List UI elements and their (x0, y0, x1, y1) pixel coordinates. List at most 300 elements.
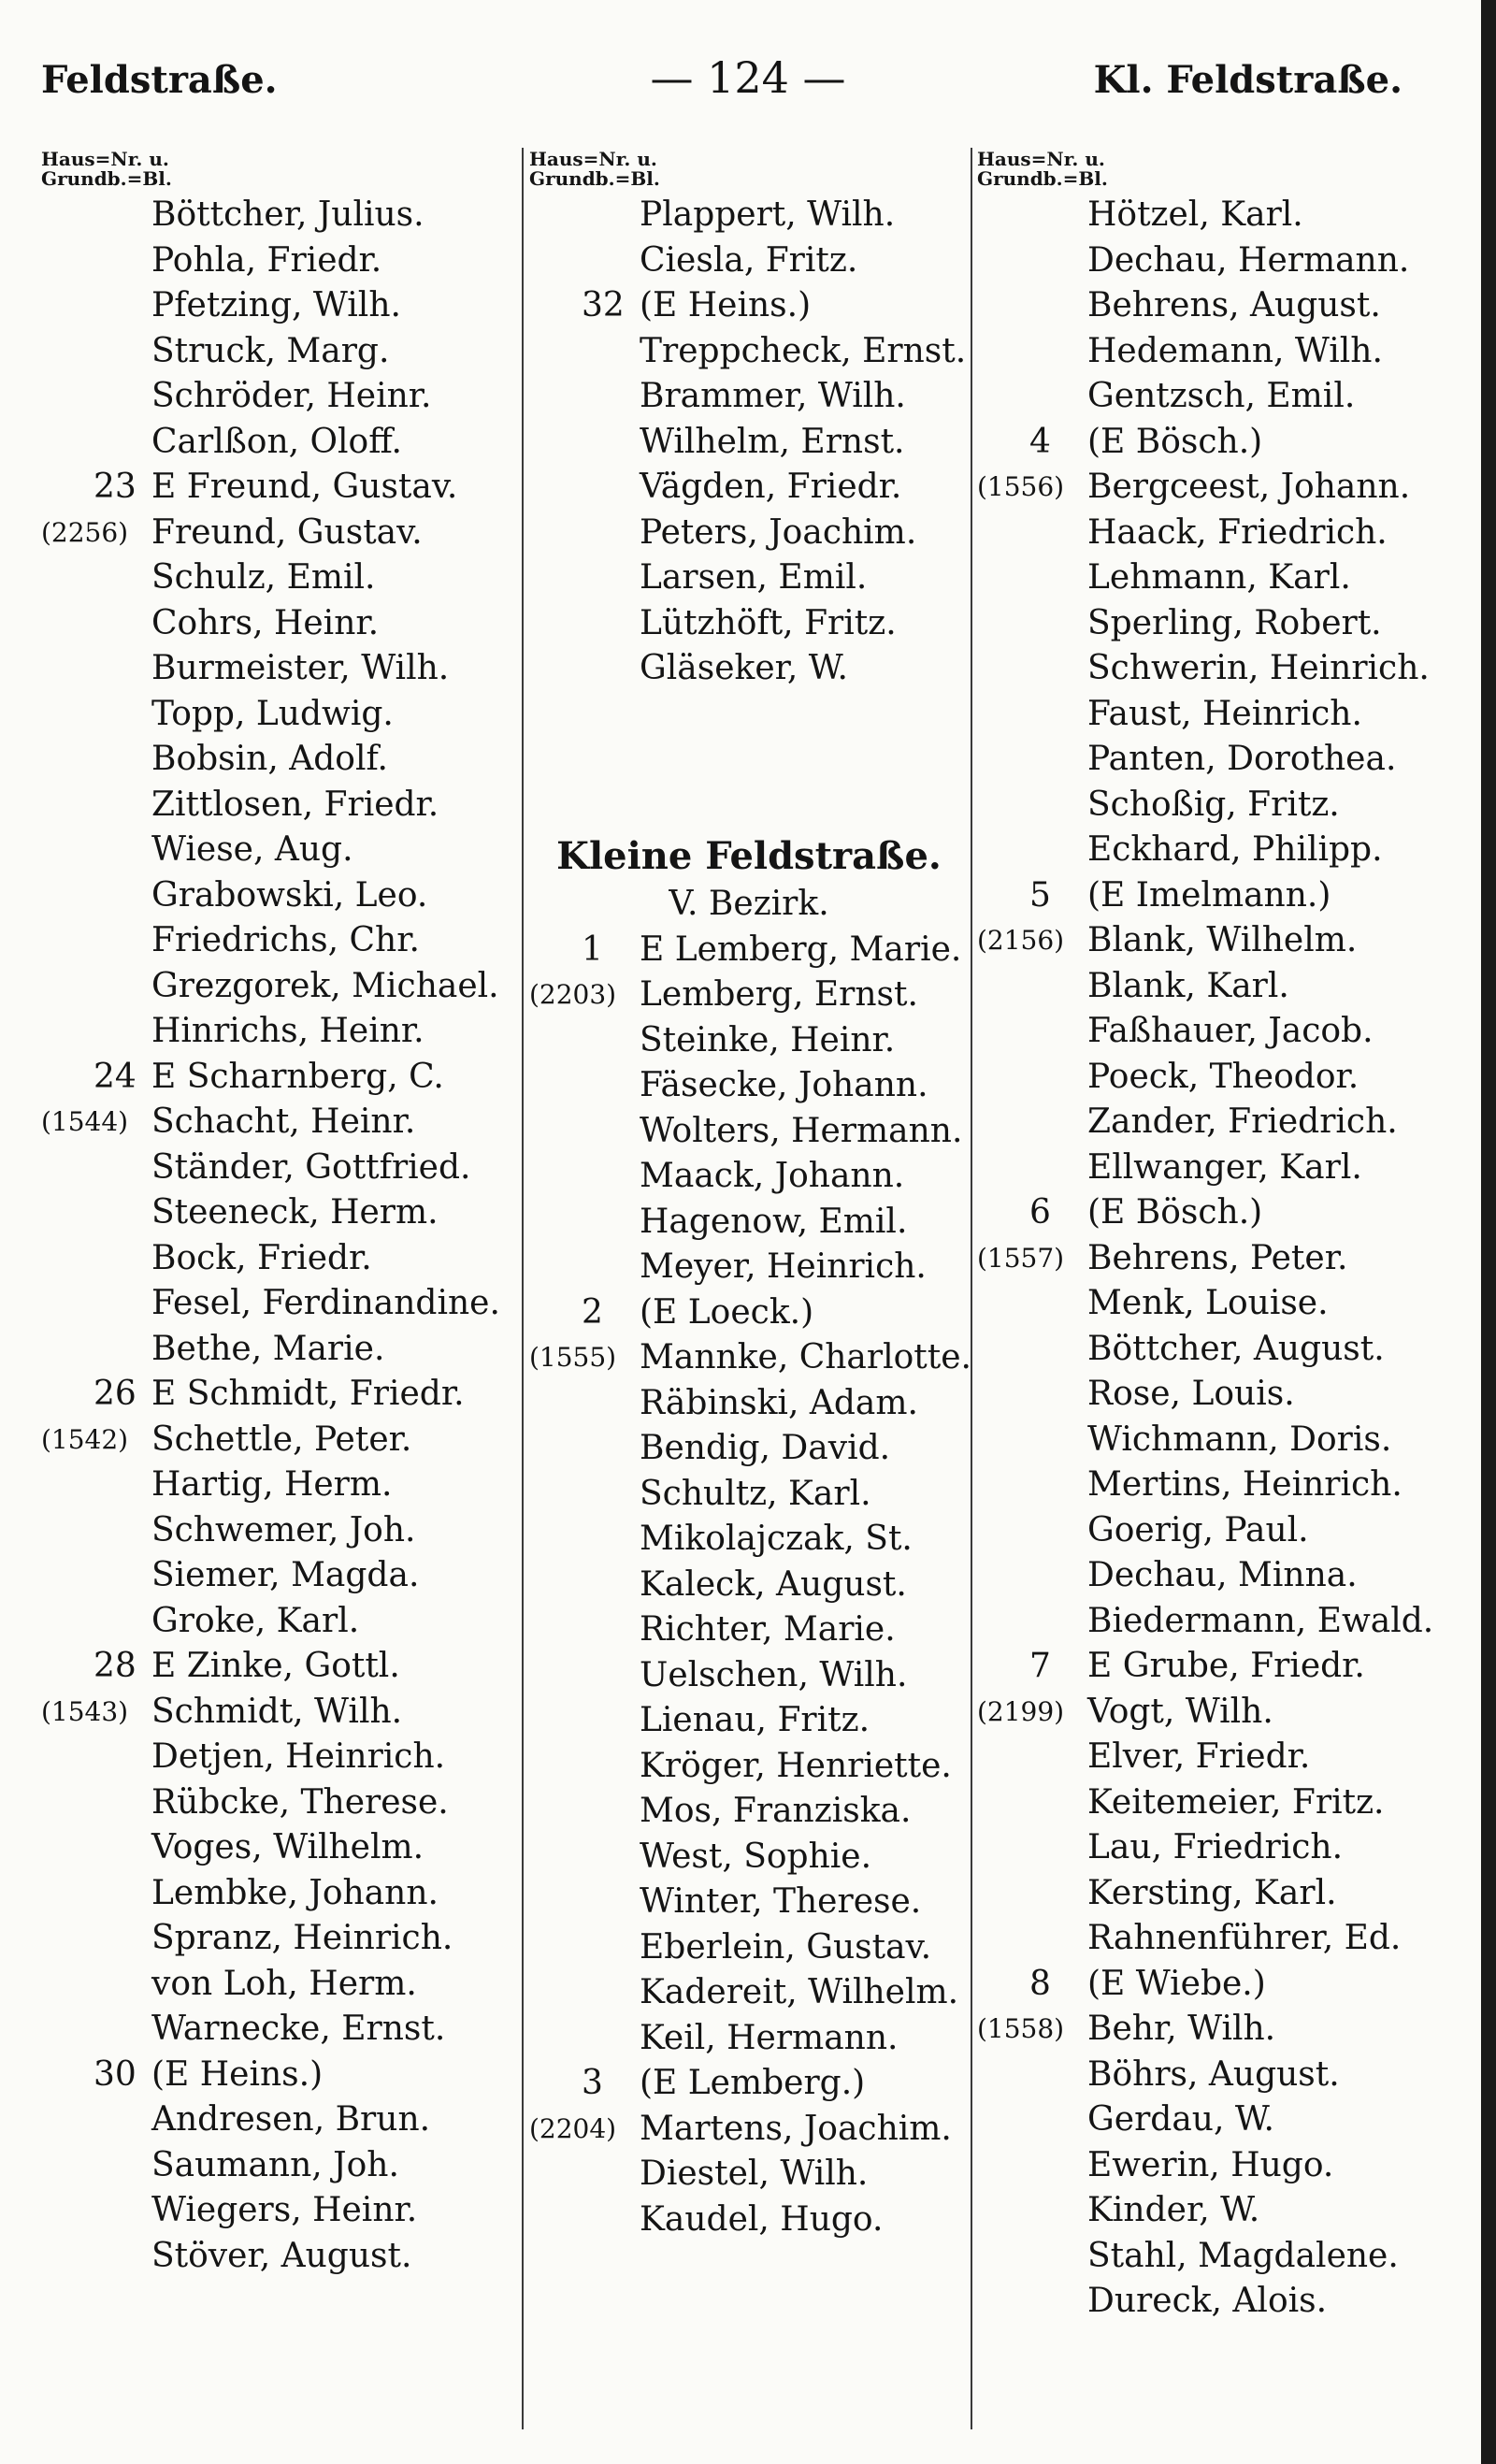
directory-entry (41, 1190, 481, 1236)
house-number: 32 (582, 286, 625, 324)
directory-entry (529, 2197, 969, 2243)
directory-entry (529, 1698, 969, 1744)
running-header-left: Feldstraße. (41, 58, 278, 102)
column-divider (971, 148, 972, 2429)
resident-name: Wichmann, Doris. (1087, 1419, 1392, 1459)
resident-name: Wiegers, Heinr. (151, 2191, 418, 2229)
resident-name: Blank, Wilhelm. (1087, 921, 1358, 959)
directory-entry (41, 918, 481, 964)
resident-name: Lemberg, Ernst. (640, 975, 918, 1014)
directory-entry (977, 283, 1417, 329)
directory-column-1 (41, 148, 500, 2279)
resident-name: Bock, Friedr. (151, 1238, 372, 1277)
directory-entry (41, 828, 481, 873)
directory-entry (977, 783, 1417, 829)
resident-name: Struck, Marg. (151, 331, 390, 370)
directory-entry (529, 1245, 969, 1290)
directory-entry (977, 918, 1417, 964)
resident-name: E Zinke, Gottl. (151, 1647, 400, 1685)
resident-name: Lienau, Fritz. (640, 1701, 870, 1739)
resident-name: Biedermann, Ewald. (1087, 1601, 1434, 1640)
resident-name: Siemer, Magda. (151, 1556, 420, 1594)
resident-name: Zittlosen, Friedr. (151, 785, 439, 824)
house-number: 23 (94, 468, 137, 506)
resident-name: Kaudel, Hugo. (640, 2199, 884, 2239)
directory-entry (529, 555, 969, 601)
resident-name: Richter, Marie. (640, 1610, 896, 1649)
resident-name: E Schmidt, Friedr. (151, 1375, 465, 1413)
directory-entry (529, 973, 969, 1018)
resident-name: Kadereit, Wilhelm. (640, 1973, 959, 2011)
directory-entry (977, 465, 1417, 511)
directory-entry (41, 374, 481, 420)
directory-entry (529, 1381, 969, 1427)
resident-name: Räbinski, Adam. (640, 1383, 918, 1422)
directory-column-3 (977, 148, 1434, 2325)
resident-name: Grabowski, Leo. (151, 875, 428, 915)
resident-name: Ewerin, Hugo. (1087, 2145, 1334, 2184)
resident-name: Faust, Heinrich. (1087, 694, 1362, 733)
resident-name: Behr, Wilh. (1087, 2010, 1276, 2048)
resident-name: Böttcher, August. (1087, 1329, 1385, 1368)
resident-name: Lehmann, Karl. (1087, 558, 1351, 597)
resident-name: Stöver, August. (151, 2236, 412, 2275)
directory-entry (529, 1517, 969, 1563)
resident-name: Pfetzing, Wilh. (151, 286, 401, 324)
resident-name: E Freund, Gustav. (151, 468, 458, 506)
directory-entry (41, 1100, 481, 1146)
directory-entry (977, 1553, 1417, 1599)
resident-name: (E Wiebe.) (1087, 1964, 1266, 2003)
directory-entry (529, 374, 969, 420)
resident-name: Rose, Louis. (1087, 1375, 1295, 1413)
directory-entry (41, 1916, 481, 1962)
directory-entry (529, 1607, 969, 1653)
resident-name: Hinrichs, Heinr. (151, 1012, 424, 1050)
resident-name: Carlßon, Oloff. (151, 422, 402, 461)
directory-entry (41, 555, 481, 601)
resident-name: Schultz, Karl. (640, 1474, 871, 1513)
resident-name: Voges, Wilhelm. (151, 1828, 424, 1866)
directory-entry (977, 1962, 1417, 2008)
resident-name: E Lemberg, Marie. (640, 929, 962, 969)
directory-entry (977, 1100, 1417, 1146)
directory-entry (41, 2007, 481, 2053)
directory-entry (977, 737, 1417, 783)
directory-entry (41, 873, 481, 919)
directory-entry (41, 1009, 481, 1055)
entry-list (977, 193, 1434, 2325)
directory-entry (977, 1009, 1417, 1055)
grundbuch-number: (1543) (41, 1695, 129, 1727)
resident-name: Hedemann, Wilh. (1087, 331, 1383, 370)
directory-entry (41, 465, 481, 511)
resident-name: Zander, Friedrich. (1087, 1102, 1398, 1141)
resident-name: Schmidt, Wilh. (151, 1692, 403, 1731)
resident-name: Topp, Ludwig. (151, 694, 394, 733)
resident-name: Ellwanger, Karl. (1087, 1147, 1362, 1187)
resident-name: Bobsin, Adolf. (151, 740, 388, 778)
resident-name: Friedrichs, Chr. (151, 921, 420, 959)
resident-name: Schwerin, Heinrich. (1087, 649, 1430, 687)
resident-name: Elver, Friedr. (1087, 1737, 1311, 1776)
directory-entry (41, 646, 481, 692)
resident-name: Schulz, Emil. (151, 558, 376, 597)
resident-name: Eckhard, Philipp. (1087, 830, 1383, 869)
resident-name: (E Bösch.) (1087, 1193, 1263, 1232)
grundbuch-number: (2156) (977, 925, 1065, 956)
directory-entry (529, 465, 969, 511)
house-number: 8 (1029, 1964, 1051, 2003)
resident-name: Martens, Joachim. (640, 2109, 952, 2148)
directory-entry (41, 1418, 481, 1463)
directory-entry (529, 1925, 969, 1971)
directory-entry (977, 828, 1417, 873)
directory-entry (529, 2061, 969, 2107)
resident-name: Hartig, Herm. (151, 1465, 393, 1504)
directory-entry (529, 1154, 969, 1200)
resident-name: Detjen, Heinrich. (151, 1737, 446, 1776)
resident-name: Faßhauer, Jacob. (1087, 1012, 1374, 1050)
directory-entry (529, 1335, 969, 1381)
resident-name: Keitemeier, Fritz. (1087, 1782, 1385, 1822)
resident-name: Pohla, Friedr. (151, 240, 382, 280)
resident-name: Kaleck, August. (640, 1564, 907, 1604)
resident-name: Bergceest, Johann. (1087, 468, 1411, 506)
directory-entry (41, 1146, 481, 1191)
directory-entry (529, 1880, 969, 1925)
column-heading: Haus=Nr. u. Grundb.=Bl. (977, 148, 1108, 190)
directory-entry (977, 1690, 1417, 1736)
column-divider (522, 148, 524, 2429)
directory-entry (41, 283, 481, 329)
directory-entry (529, 1109, 969, 1155)
grundbuch-number: (2203) (529, 979, 617, 1010)
directory-entry (977, 2143, 1417, 2189)
resident-name: Winter, Therese. (640, 1882, 922, 1921)
directory-entry (41, 1690, 481, 1736)
directory-entry (977, 2234, 1417, 2280)
resident-name: Mertins, Heinrich. (1087, 1465, 1402, 1504)
resident-name: Stahl, Magdalene. (1087, 2236, 1399, 2275)
resident-name: Keil, Hermann. (640, 2018, 899, 2057)
district-label: V. Bezirk. (669, 884, 829, 923)
resident-name: Wilhelm, Ernst. (640, 422, 905, 461)
resident-name: Treppcheck, Ernst. (640, 331, 967, 370)
directory-entry (977, 1146, 1417, 1191)
directory-entry (41, 1871, 481, 1917)
directory-entry (529, 928, 969, 973)
directory-entry (977, 511, 1417, 556)
resident-name: Saumann, Joh. (151, 2145, 399, 2184)
resident-name: Menk, Louise. (1087, 1284, 1329, 1322)
directory-entry (977, 1281, 1417, 1327)
resident-name: Panten, Dorothea. (1087, 740, 1397, 778)
directory-entry (977, 329, 1417, 375)
resident-name: Wolters, Hermann. (640, 1111, 963, 1150)
directory-entry (529, 329, 969, 375)
directory-entry (41, 1281, 500, 1327)
directory-entry (41, 964, 499, 1010)
resident-name: Freund, Gustav. (151, 512, 423, 552)
resident-name: Maack, Johann. (640, 1157, 905, 1195)
resident-name: Ciesla, Fritz. (640, 240, 858, 280)
directory-entry (41, 1463, 481, 1508)
directory-entry (529, 193, 969, 238)
grundbuch-number: (2199) (977, 1695, 1065, 1727)
street-section-title: Kleine Feldstraße. (556, 833, 942, 878)
directory-entry (977, 1508, 1417, 1554)
grundbuch-number: (1544) (41, 1106, 129, 1137)
directory-entry (977, 2053, 1417, 2098)
grundbuch-number: (1555) (529, 1342, 617, 1373)
resident-name: Hötzel, Karl. (1087, 195, 1303, 234)
resident-name: (E Lemberg.) (640, 2064, 866, 2102)
resident-name: Schacht, Heinr. (151, 1102, 416, 1141)
grundbuch-number: (1556) (977, 471, 1065, 502)
directory-entry (41, 1825, 481, 1871)
directory-entry (529, 1200, 969, 1246)
resident-name: Schröder, Heinr. (151, 377, 432, 415)
resident-name: Lützhöft, Fritz. (640, 603, 897, 642)
directory-entry (977, 1372, 1417, 1418)
directory-entry (977, 1825, 1417, 1871)
directory-entry (41, 1962, 481, 2008)
resident-name: Vägden, Friedr. (640, 468, 902, 506)
resident-name: Böttcher, Julius. (151, 195, 424, 234)
directory-entry (977, 646, 1430, 692)
directory-entry (977, 2279, 1417, 2325)
house-number: 2 (582, 1292, 603, 1332)
entry-list (529, 928, 969, 2243)
directory-entry (977, 374, 1417, 420)
resident-name: Wiese, Aug. (151, 830, 353, 869)
directory-entry (977, 1780, 1417, 1826)
directory-entry (41, 1553, 481, 1599)
resident-name: Cohrs, Heinr. (151, 603, 380, 642)
resident-name: Gerdau, W. (1087, 2100, 1275, 2139)
directory-entry (529, 283, 969, 329)
directory-entry (977, 692, 1417, 738)
directory-entry (529, 1018, 969, 1064)
directory-entry (977, 873, 1417, 919)
resident-name: Dechau, Hermann. (1087, 240, 1410, 280)
resident-name: Groke, Karl. (151, 1601, 360, 1640)
resident-name: Larsen, Emil. (640, 558, 868, 597)
directory-entry (529, 1653, 969, 1699)
resident-name: Eberlein, Gustav. (640, 1927, 932, 1967)
resident-name: Gentzsch, Emil. (1087, 377, 1356, 415)
directory-entry (529, 1970, 969, 2016)
grundbuch-number: (1542) (41, 1423, 129, 1455)
directory-entry (41, 1372, 481, 1418)
resident-name: Spranz, Heinrich. (151, 1919, 453, 1957)
directory-entry (41, 737, 481, 783)
resident-name: Blank, Karl. (1087, 966, 1289, 1005)
resident-name: (E Bösch.) (1087, 422, 1263, 461)
directory-entry (977, 1599, 1434, 1645)
house-number: 30 (94, 2054, 137, 2094)
directory-column-2 (529, 150, 969, 2242)
resident-name: Goerig, Paul. (1087, 1510, 1309, 1549)
resident-name: Rübcke, Therese. (151, 1782, 449, 1822)
directory-entry (529, 238, 969, 284)
directory-entry (41, 2188, 481, 2234)
page-edge-shadow (1481, 0, 1496, 2464)
resident-name: Steeneck, Herm. (151, 1193, 439, 1232)
resident-name: Brammer, Wilh. (640, 377, 906, 415)
directory-entry (977, 2007, 1417, 2053)
grundbuch-number: (2256) (41, 516, 129, 548)
resident-name: Steinke, Heinr. (640, 1020, 896, 1059)
house-number: 7 (1029, 1647, 1051, 1685)
resident-name: Schettle, Peter. (151, 1419, 412, 1459)
column-heading: Haus=Nr. u. Grundb.=Bl. (529, 148, 660, 190)
resident-name: E Scharnberg, C. (151, 1057, 444, 1096)
resident-name: Kinder, W. (1087, 2191, 1260, 2229)
directory-entry (529, 1835, 969, 1880)
house-number: 4 (1029, 422, 1051, 461)
directory-entry (41, 1055, 481, 1101)
directory-entry (977, 2188, 1417, 2234)
resident-name: Böhrs, August. (1087, 2054, 1340, 2094)
directory-entry (977, 238, 1417, 284)
house-number: 6 (1029, 1193, 1051, 1232)
directory-entry (977, 964, 1417, 1010)
directory-entry (529, 1789, 969, 1835)
directory-entry (977, 1644, 1417, 1690)
column-heading: Haus=Nr. u. Grundb.=Bl. (41, 148, 172, 190)
resident-name: Poeck, Theodor. (1087, 1057, 1359, 1096)
resident-name: Burmeister, Wilh. (151, 649, 450, 687)
resident-name: Lembke, Johann. (151, 1873, 439, 1912)
house-number: 3 (582, 2064, 603, 2102)
resident-name: (E Heins.) (151, 2054, 324, 2094)
directory-entry (529, 1063, 969, 1109)
resident-name: Schwemer, Joh. (151, 1510, 416, 1549)
entry-list (529, 193, 969, 692)
directory-entry (977, 1327, 1417, 1373)
resident-name: Behrens, August. (1087, 286, 1381, 324)
directory-entry (41, 238, 481, 284)
resident-name: Lau, Friedrich. (1087, 1828, 1344, 1866)
directory-entry (41, 1236, 481, 1282)
resident-name: Bethe, Marie. (151, 1329, 385, 1368)
directory-entry (977, 1463, 1417, 1508)
resident-name: (E Imelmann.) (1087, 875, 1331, 915)
directory-entry (41, 1644, 481, 1690)
directory-entry (41, 329, 481, 375)
directory-entry (41, 1599, 481, 1645)
directory-entry (977, 1418, 1417, 1463)
directory-entry (41, 2053, 481, 2098)
directory-entry (977, 555, 1417, 601)
resident-name: West, Sophie. (640, 1837, 872, 1876)
resident-name: Fesel, Ferdinandine. (151, 1284, 500, 1322)
directory-entry (41, 1735, 481, 1780)
resident-name: Grezgorek, Michael. (151, 966, 499, 1005)
house-number: 26 (94, 1375, 137, 1413)
directory-entry (977, 1735, 1417, 1780)
resident-name: Dechau, Minna. (1087, 1556, 1358, 1594)
directory-entry (41, 783, 481, 829)
directory-entry (977, 601, 1417, 647)
directory-entry (529, 511, 969, 556)
directory-entry (529, 2152, 969, 2197)
directory-entry (529, 420, 969, 466)
resident-name: Mannke, Charlotte. (640, 1338, 971, 1376)
directory-entry (41, 2143, 481, 2189)
house-number: 28 (94, 1647, 137, 1685)
house-number: 24 (94, 1057, 137, 1096)
resident-name: Peters, Joachim. (640, 512, 917, 552)
resident-name: Rahnenführer, Ed. (1087, 1919, 1402, 1957)
resident-name: Meyer, Heinrich. (640, 1247, 927, 1286)
resident-name: E Grube, Friedr. (1087, 1647, 1365, 1685)
grundbuch-number: (2204) (529, 2112, 617, 2144)
resident-name: (E Loeck.) (640, 1292, 814, 1332)
resident-name: Dureck, Alois. (1087, 2282, 1328, 2320)
resident-name: Gläseker, W. (640, 649, 848, 687)
resident-name: Uelschen, Wilh. (640, 1655, 908, 1694)
running-header-right: Kl. Feldstraße. (1093, 58, 1402, 102)
resident-name: Hagenow, Emil. (640, 1202, 908, 1241)
resident-name: Mos, Franziska. (640, 1792, 912, 1830)
directory-entry (529, 601, 969, 647)
directory-entry (529, 1472, 969, 1518)
directory-entry (977, 1916, 1417, 1962)
resident-name: Fäsecke, Johann. (640, 1066, 928, 1104)
directory-entry (529, 2107, 969, 2153)
house-number: 5 (1029, 875, 1051, 915)
resident-name: (E Heins.) (640, 286, 812, 324)
grundbuch-number: (1557) (977, 1242, 1065, 1274)
resident-name: Andresen, Brun. (151, 2100, 431, 2139)
directory-entry (41, 193, 481, 238)
directory-entry (529, 1426, 969, 1472)
resident-name: Sperling, Robert. (1087, 603, 1382, 642)
directory-entry (41, 2234, 481, 2280)
directory-entry (977, 2097, 1417, 2143)
resident-name: Kersting, Karl. (1087, 1873, 1337, 1912)
directory-entry (41, 601, 481, 647)
page-number: — 124 — (650, 52, 846, 103)
resident-name: Ständer, Gottfried. (151, 1147, 471, 1187)
resident-name: Warnecke, Ernst. (151, 2010, 446, 2048)
entry-list (41, 193, 500, 2279)
directory-entry (529, 1290, 969, 1336)
directory-entry (529, 646, 969, 692)
directory-entry (529, 1563, 969, 1608)
directory-entry (977, 1190, 1417, 1236)
directory-entry (977, 420, 1417, 466)
resident-name: Schoßig, Fritz. (1087, 785, 1340, 824)
resident-name: Bendig, David. (640, 1429, 891, 1467)
directory-entry (977, 1236, 1417, 1282)
directory-entry (529, 1744, 969, 1790)
directory-entry (529, 2016, 969, 2062)
directory-entry (41, 511, 481, 556)
directory-entry (41, 2097, 481, 2143)
directory-entry (977, 193, 1417, 238)
directory-entry (977, 1871, 1417, 1917)
resident-name: Vogt, Wilh. (1087, 1692, 1273, 1731)
resident-name: Diestel, Wilh. (640, 2154, 869, 2193)
resident-name: Mikolajczak, St. (640, 1520, 913, 1558)
grundbuch-number: (1558) (977, 2013, 1065, 2044)
directory-entry (41, 1780, 481, 1826)
directory-entry (41, 1327, 481, 1373)
